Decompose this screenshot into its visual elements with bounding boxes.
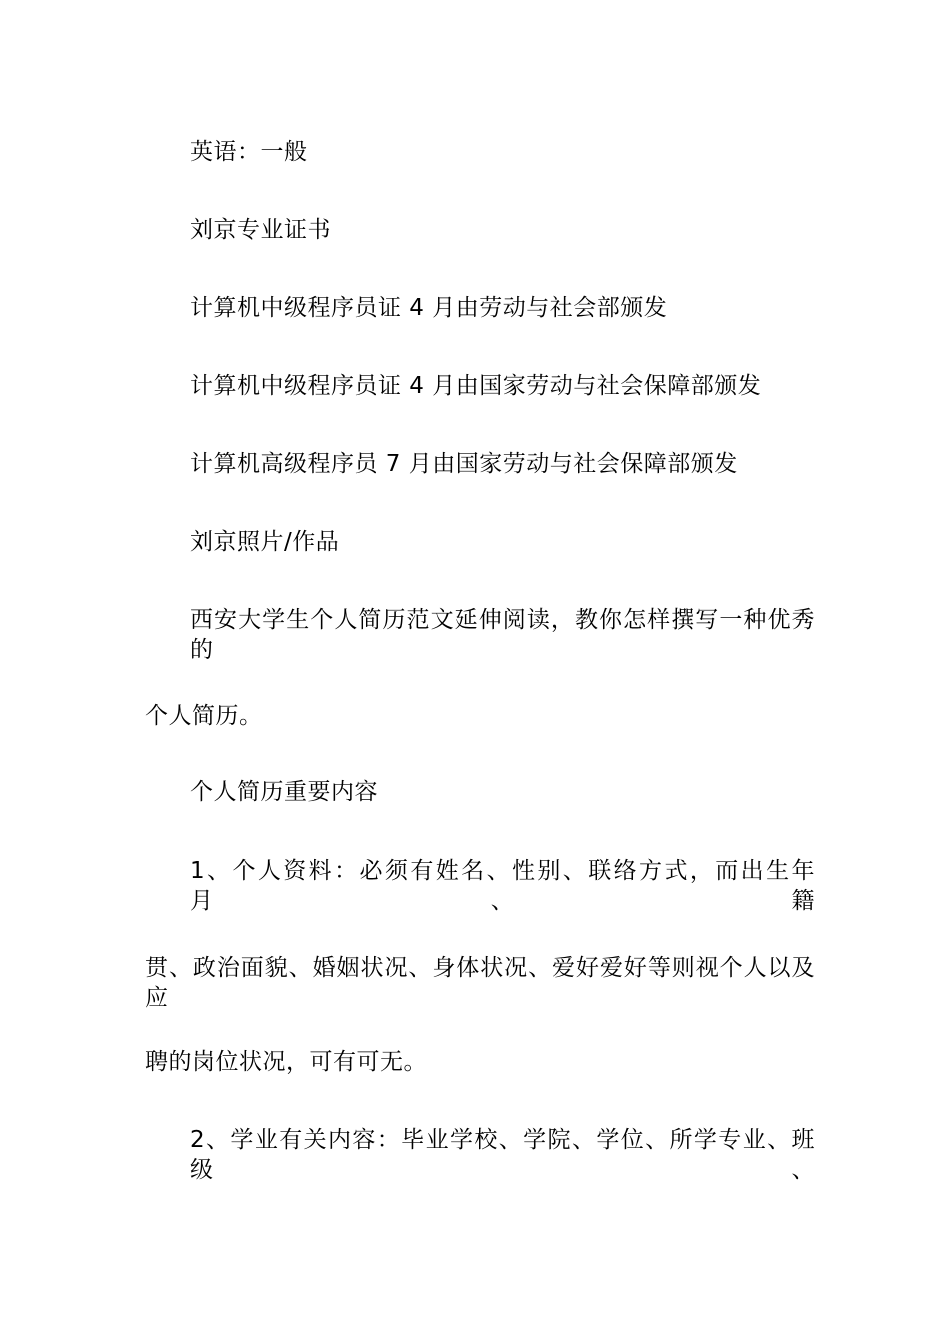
extended-reading-paragraph-line-1: 西安大学生个人简历范文延伸阅读，教你怎样撰写一种优秀的 (190, 607, 815, 663)
certificate-line-2: 计算机中级程序员证 4 月由国家劳动与社会保障部颁发 (190, 373, 762, 399)
english-level-line: 英语：一般 (190, 139, 308, 165)
personal-info-paragraph-line-3: 聘的岗位状况，可有可无。 (145, 1049, 427, 1075)
personal-info-paragraph-line-2: 贯、政治面貌、婚姻状况、身体状况、爱好爱好等则视个人以及应 (145, 955, 815, 1011)
resume-contents-heading: 个人简历重要内容 (190, 779, 378, 805)
photos-works-heading: 刘京照片/作品 (190, 529, 340, 555)
academic-info-paragraph-line-1: 2、学业有关内容：毕业学校、学院、学位、所学专业、班级、 (190, 1127, 815, 1183)
certificates-heading: 刘京专业证书 (190, 217, 331, 243)
certificate-line-3: 计算机高级程序员 7 月由国家劳动与社会保障部颁发 (190, 451, 738, 477)
certificate-line-1: 计算机中级程序员证 4 月由劳动与社会部颁发 (190, 295, 668, 321)
extended-reading-paragraph-line-2: 个人简历。 (145, 703, 263, 729)
personal-info-paragraph-line-1: 1、个人资料：必须有姓名、性别、联络方式，而出生年月、籍 (190, 858, 815, 914)
